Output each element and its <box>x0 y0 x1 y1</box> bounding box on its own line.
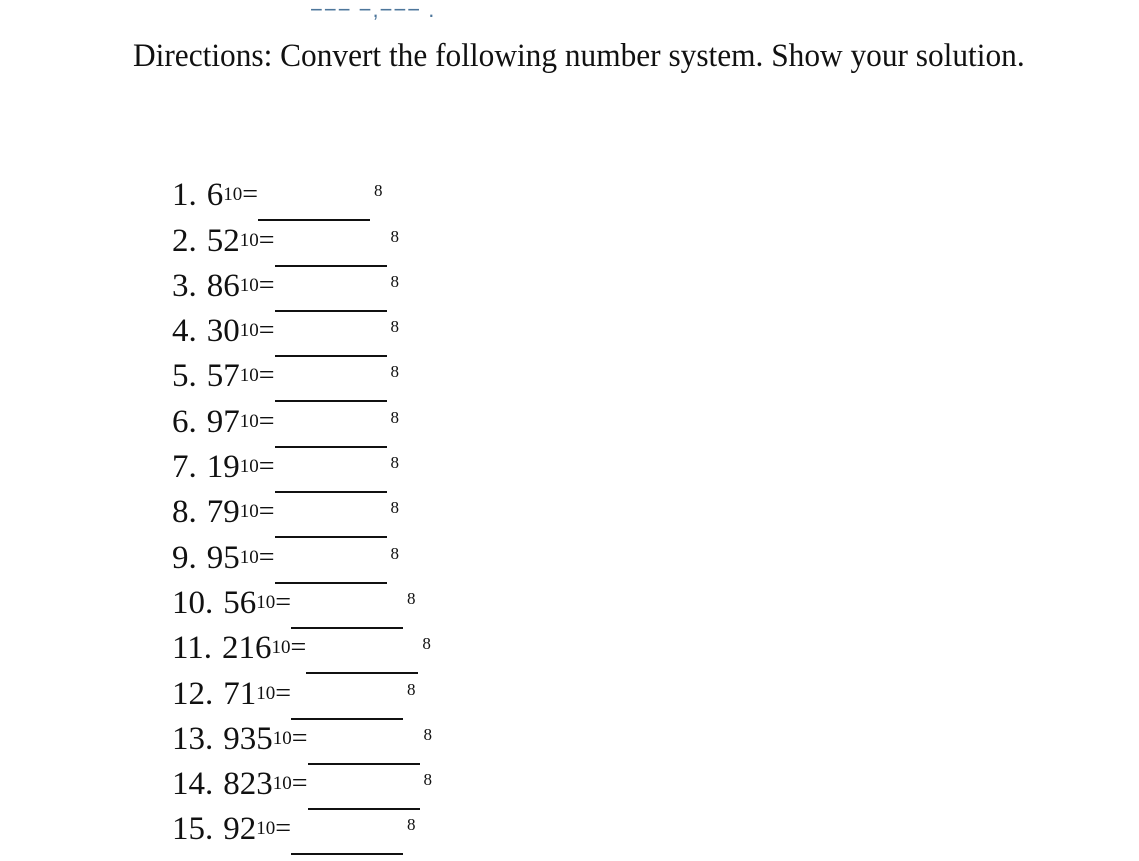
decimal-value: 95 <box>206 539 240 576</box>
decimal-value: 79 <box>206 494 240 531</box>
equals-sign: = <box>258 224 275 256</box>
problem-number: 1. <box>172 177 197 214</box>
decimal-value: 86 <box>206 267 240 304</box>
problem-number: 3. <box>172 267 197 304</box>
problem-number: 4. <box>172 313 197 350</box>
base-8-subscript: 8 <box>390 271 400 291</box>
equals-sign: = <box>242 179 259 211</box>
base-8-subscript: 8 <box>390 317 400 337</box>
problem-number: 7. <box>172 449 197 486</box>
base-8-subscript: 8 <box>407 679 416 699</box>
problem-number: 11. <box>172 630 213 667</box>
decimal-value: 216 <box>222 630 272 667</box>
decimal-value: 823 <box>223 766 273 803</box>
base-8-subscript: 8 <box>390 498 400 518</box>
base-10-subscript: 10 <box>239 274 259 296</box>
answer-blank[interactable] <box>258 189 370 221</box>
directions-text: Directions: Convert the following number system. Show your solution. <box>133 38 1025 74</box>
base-10-subscript: 10 <box>239 546 259 568</box>
answer-blank[interactable] <box>306 642 418 674</box>
equals-sign: = <box>275 813 292 845</box>
equals-sign: = <box>275 586 292 618</box>
decimal-value: 57 <box>206 358 240 395</box>
answer-blank[interactable] <box>275 416 387 448</box>
answer-blank[interactable] <box>308 778 420 810</box>
answer-blank[interactable] <box>275 370 387 402</box>
base-10-subscript: 10 <box>239 229 259 251</box>
problem-number: 15. <box>172 811 214 848</box>
equals-sign: = <box>258 541 275 573</box>
equals-sign: = <box>258 269 275 301</box>
decimal-value: 52 <box>206 222 240 259</box>
problem-number: 10. <box>172 584 214 621</box>
answer-blank[interactable] <box>291 597 403 629</box>
answer-blank[interactable] <box>275 280 387 312</box>
answer-blank[interactable] <box>275 461 387 493</box>
decimal-value: 30 <box>206 313 240 350</box>
answer-blank[interactable] <box>291 688 403 720</box>
base-10-subscript: 10 <box>223 184 243 206</box>
decimal-value: 19 <box>206 449 240 486</box>
equals-sign: = <box>258 496 275 528</box>
decimal-value: 6 <box>206 177 224 214</box>
base-10-subscript: 10 <box>256 818 276 840</box>
problem-number: 6. <box>172 403 197 440</box>
base-8-subscript: 8 <box>390 226 400 246</box>
answer-blank[interactable] <box>291 823 403 855</box>
base-8-subscript: 8 <box>374 181 383 201</box>
base-10-subscript: 10 <box>256 682 276 704</box>
base-8-subscript: 8 <box>390 453 400 473</box>
problem-number: 14. <box>172 766 214 803</box>
equals-sign: = <box>258 451 275 483</box>
base-10-subscript: 10 <box>239 365 259 387</box>
base-8-subscript: 8 <box>423 724 433 744</box>
problem-number: 2. <box>172 222 197 259</box>
equals-sign: = <box>291 768 308 800</box>
answer-blank[interactable] <box>275 235 387 267</box>
answer-blank[interactable] <box>275 506 387 538</box>
base-8-subscript: 8 <box>390 362 400 382</box>
base-8-subscript: 8 <box>390 407 400 427</box>
equals-sign: = <box>258 405 275 437</box>
cropped-header-text: −−− −,−−− . <box>310 0 436 22</box>
decimal-value: 935 <box>223 720 273 757</box>
problem-number: 12. <box>172 675 214 712</box>
base-10-subscript: 10 <box>272 727 292 749</box>
equals-sign: = <box>258 360 275 392</box>
decimal-value: 56 <box>223 584 257 621</box>
equals-sign: = <box>275 677 292 709</box>
base-10-subscript: 10 <box>272 773 292 795</box>
equals-sign: = <box>291 722 308 754</box>
equals-sign: = <box>258 315 275 347</box>
problem-item <box>172 168 432 213</box>
base-10-subscript: 10 <box>256 591 276 613</box>
base-8-subscript: 8 <box>407 815 416 835</box>
answer-blank[interactable] <box>275 552 387 584</box>
base-10-subscript: 10 <box>239 456 259 478</box>
problem-number: 8. <box>172 494 197 531</box>
base-8-subscript: 8 <box>422 634 431 654</box>
decimal-value: 97 <box>206 403 240 440</box>
problem-number: 5. <box>172 358 197 395</box>
answer-blank[interactable] <box>308 733 420 765</box>
problem-number: 9. <box>172 539 197 576</box>
problem-number: 13. <box>172 720 214 757</box>
decimal-value: 71 <box>223 675 257 712</box>
base-10-subscript: 10 <box>271 637 291 659</box>
base-10-subscript: 10 <box>239 501 259 523</box>
decimal-value: 92 <box>223 811 257 848</box>
base-8-subscript: 8 <box>423 770 433 790</box>
base-8-subscript: 8 <box>390 543 400 563</box>
problem-list <box>172 168 432 847</box>
base-8-subscript: 8 <box>407 588 416 608</box>
base-10-subscript: 10 <box>239 320 259 342</box>
answer-blank[interactable] <box>275 325 387 357</box>
base-10-subscript: 10 <box>239 410 259 432</box>
equals-sign: = <box>290 632 307 664</box>
